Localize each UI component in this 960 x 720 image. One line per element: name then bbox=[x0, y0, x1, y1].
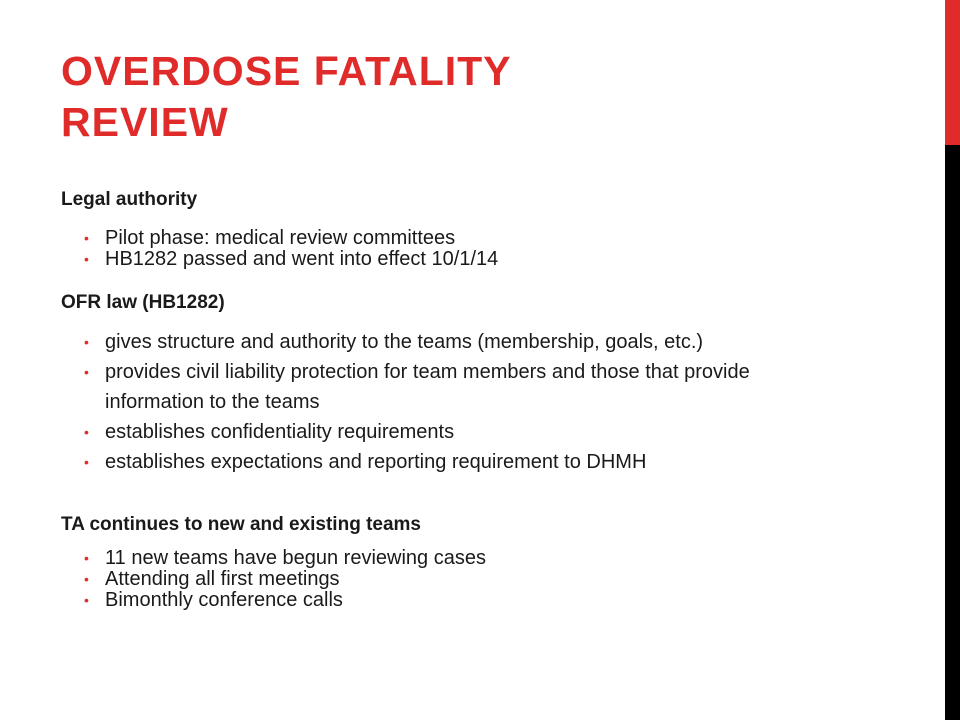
bullet-dot-icon: • bbox=[84, 424, 89, 440]
section-heading-ta-continues: TA continues to new and existing teams bbox=[61, 514, 421, 535]
list-item-text: gives structure and authority to the teams (membership, goals, etc.) bbox=[105, 331, 704, 353]
bullet-dot-icon: • bbox=[84, 550, 89, 566]
list-item-text: establishes expectations and reporting requirement to DHMH bbox=[105, 451, 647, 473]
list-item bbox=[84, 327, 844, 357]
list-item bbox=[84, 447, 844, 477]
list-item bbox=[84, 249, 844, 270]
list-item-text: HB1282 passed and went into effect 10/1/14 bbox=[105, 248, 499, 270]
accent-bar-black bbox=[945, 145, 960, 720]
list-item bbox=[84, 357, 844, 417]
bullet-dot-icon: • bbox=[84, 251, 89, 267]
list-item bbox=[84, 569, 844, 590]
list-item-text: establishes confidentiality requirements bbox=[105, 421, 455, 443]
section-heading-ofr-law: OFR law (HB1282) bbox=[61, 292, 225, 313]
list-item-text: Attending all first meetings bbox=[105, 568, 340, 590]
section-heading-legal-authority: Legal authority bbox=[61, 189, 198, 210]
bullet-dot-icon: • bbox=[84, 571, 89, 587]
bullet-dot-icon: • bbox=[84, 364, 89, 380]
bullet-list-ofr-law bbox=[84, 327, 844, 477]
bullet-dot-icon: • bbox=[84, 454, 89, 470]
bullet-dot-icon: • bbox=[84, 230, 89, 246]
bullet-list-legal-authority bbox=[84, 228, 844, 270]
list-item bbox=[84, 417, 844, 447]
list-item-text: provides civil liability protection for team members and those that provide information to the teams bbox=[105, 361, 750, 413]
list-item bbox=[84, 548, 844, 569]
slide-title-line-2: REVIEW bbox=[61, 99, 229, 145]
list-item bbox=[84, 228, 844, 249]
bullet-dot-icon: • bbox=[84, 592, 89, 608]
list-item-text: Bimonthly conference calls bbox=[105, 589, 343, 611]
list-item-text: 11 new teams have begun reviewing cases bbox=[105, 547, 486, 569]
slide-title bbox=[61, 46, 921, 148]
slide-title-line-1: OVERDOSE FATALITY bbox=[61, 48, 512, 94]
list-item-text: Pilot phase: medical review committees bbox=[105, 227, 456, 249]
list-item bbox=[84, 590, 844, 611]
accent-bar-red bbox=[945, 0, 960, 145]
bullet-dot-icon: • bbox=[84, 334, 89, 350]
bullet-list-ta-continues bbox=[84, 548, 844, 611]
